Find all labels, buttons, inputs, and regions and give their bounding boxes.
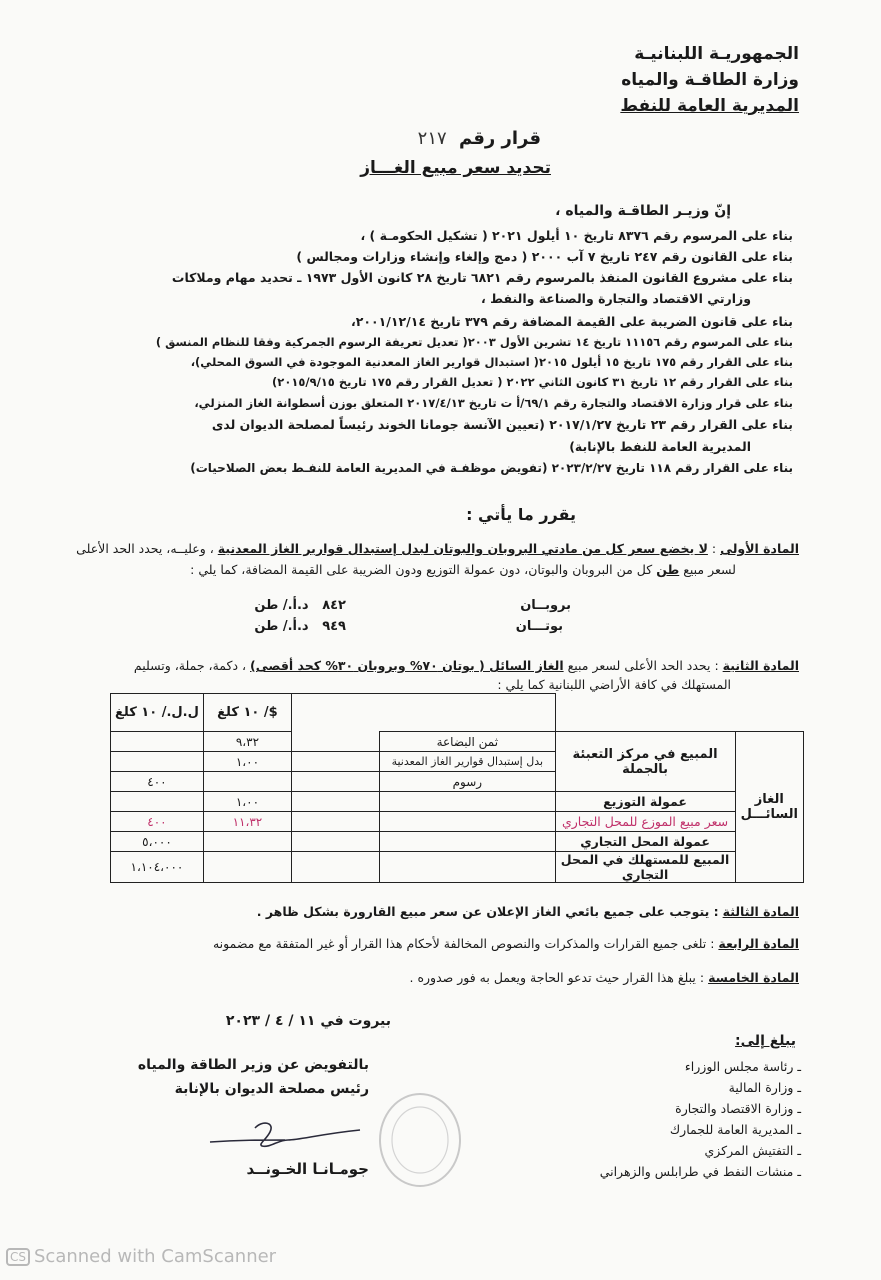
distribution-item: ـ المديرية العامة للجمارك bbox=[669, 1122, 801, 1137]
usd-value bbox=[203, 772, 291, 792]
article-2-title: المادة الثانية bbox=[722, 658, 799, 673]
preamble-line: بناء على القرار رقم ١١٨ تاريخ ٢٠٢٣/٢/٢٧ (تفويض موظفـة في المديرية العامة للنفـط بعض الصلاحيات) bbox=[190, 461, 793, 475]
price-table bbox=[110, 693, 804, 883]
article-1-line-2: لسعر مبيع طن كل من البروبان والبوتان، دون عمولة التوزيع ودون الضريبة على القيمة المضافة، كما يلي : bbox=[190, 562, 736, 577]
preamble-line: بناء على قرار وزارة الاقتصاد والتجارة رقم ٦٩/١/أ ت تاريخ ٢٠١٧/٤/١٣ المتعلق بوزن أسطوانة الغاز المنزلي، bbox=[194, 396, 793, 410]
distribution-item: ـ التفتيش المركزي bbox=[704, 1143, 801, 1158]
lbp-value: ٤٠٠ bbox=[111, 812, 204, 832]
column-header-usd: $/ ١٠ كلغ bbox=[203, 694, 291, 732]
camscanner-watermark: CS Scanned with CamScanner bbox=[6, 1246, 276, 1267]
article-4: المادة الرابعة : تلغى جميع القرارات والمذكرات والنصوص المخالفة لأحكام هذا القرار أو غير المتفقة مع مضمونه bbox=[212, 936, 799, 951]
usd-value: ١،٠٠ bbox=[203, 792, 291, 812]
article-1-line-1: المادة الأولى : لا يخضع سعر كل من مادتي البروبان والبوتان لبدل إستبدال قوارير الغاز المعدنية ، وعليــه، يحدد الحد الأعلى bbox=[76, 541, 799, 556]
article-2-line-2: المستهلك في كافة الأراضي اللبنانية كما يلي : bbox=[497, 677, 731, 692]
preamble-line: بناء على قانون الضريبة على القيمة المضافة رقم ٣٧٩ تاريخ ٢٠٠١/١٢/١٤، bbox=[351, 314, 793, 329]
lbp-value: ٤٠٠ bbox=[111, 772, 204, 792]
column-header-lbp: ل.ل./ ١٠ كلغ bbox=[111, 694, 204, 732]
preamble-line: بناء على القرار رقم ٢٣ تاريخ ٢٠١٧/١/٢٧ (تعيين الآنسة جومانا الخوند رئيساً لمصلحة الديوان لدى bbox=[211, 417, 793, 432]
dateline: بيروت في ١١ / ٤ / ٢٠٢٣ bbox=[225, 1013, 391, 1029]
lbp-value: ٥،٠٠٠ bbox=[111, 832, 204, 852]
distribution-item: ـ رئاسة مجلس الوزراء bbox=[684, 1059, 801, 1074]
distribution-item: ـ وزارة الاقتصاد والتجارة bbox=[675, 1101, 801, 1116]
preamble-line: بناء على القرار رقم ١٧٥ تاريخ ١٥ أيلول ٢٠١٥( استبدال قوارير الغاز المعدنية الموجودة في السوق المحلي)، bbox=[190, 355, 793, 369]
row-label: بدل إستبدال قوارير الغاز المعدنية bbox=[380, 752, 555, 772]
preamble-line: بناء على مشروع القانون المنفذ بالمرسوم رقم ٦٨٢١ تاريخ ٢٨ كانون الأول ١٩٧٣ ـ تحديد مهام وملاكات bbox=[171, 270, 793, 285]
wholesale-group-cell: المبيع في مركز التعبئة بالجملة bbox=[555, 732, 735, 792]
decision-subject: تحديد سعر مبيع الغـــاز bbox=[360, 158, 551, 178]
usd-value: ١،٠٠ bbox=[203, 752, 291, 772]
usd-value bbox=[203, 852, 291, 883]
official-stamp bbox=[375, 1090, 465, 1190]
article-3: المادة الثالثة : يتوجب على جميع بائعي الغاز الإعلان عن سعر مبيع القارورة بشكل ظاهر . bbox=[256, 904, 799, 919]
butane-price: ٩٤٩ د.أ./ طن bbox=[254, 619, 346, 634]
article-4-title: المادة الرابعة bbox=[718, 936, 799, 951]
distribution-title: يبلغ إلى: bbox=[735, 1033, 796, 1049]
row-label: عمولة المحل التجاري bbox=[555, 832, 735, 852]
propane-price: ٨٤٢ د.أ./ طن bbox=[254, 598, 346, 613]
camscanner-logo-icon: CS bbox=[6, 1248, 30, 1266]
row-label: رسوم bbox=[380, 772, 555, 792]
preamble-line: بناء على المرسوم رقم ١١١٥٦ تاريخ ١٤ تشرين الأول ٢٠٠٣( تعديل تعريفة الرسوم الجمركية وفقا للنظام المنسق ) bbox=[155, 335, 793, 349]
preamble-line: وزارتي الاقتصاد والتجارة والصناعة والنفط ، bbox=[481, 291, 751, 306]
signature-title: رئيس مصلحة الديوان بالإنابة bbox=[174, 1081, 369, 1097]
row-label: المبيع للمستهلك في المحل التجاري bbox=[555, 852, 735, 883]
row-label: سعر مبيع الموزع للمحل التجاري bbox=[555, 812, 735, 832]
distribution-item: ـ وزارة المالية bbox=[728, 1080, 801, 1095]
lbp-value bbox=[111, 752, 204, 772]
lbp-value bbox=[111, 732, 204, 752]
row-label: ثمن البضاعة bbox=[380, 732, 555, 752]
preamble-line: بناء على المرسوم رقم ٨٣٧٦ تاريخ ١٠ أيلول ٢٠٢١ ( تشكيل الحكومـة ) ، bbox=[360, 228, 793, 243]
article-5-title: المادة الخامسة bbox=[708, 970, 799, 985]
signature-authority: بالتفويض عن وزير الطاقة والمياه bbox=[137, 1057, 369, 1073]
decision-number: قرار رقم ٢١٧ bbox=[417, 128, 541, 149]
usd-value: ٩،٣٢ bbox=[203, 732, 291, 752]
product-cell: الغاز السائـــل bbox=[735, 732, 803, 883]
article-1-title: المادة الأولى bbox=[720, 541, 799, 556]
decides-heading: يقرر ما يأتي : bbox=[466, 505, 576, 524]
lbp-value bbox=[111, 792, 204, 812]
butane-label: بوتـــان bbox=[515, 619, 563, 634]
article-3-title: المادة الثالثة bbox=[722, 904, 799, 919]
row-label: عمولة التوزيع bbox=[555, 792, 735, 812]
article-2-line-1: المادة الثانية : يحدد الحد الأعلى لسعر مبيع الغاز السائل ( بوتان ٧٠% وبروبان ٣٠% كحد أقصى) ، دكمة، جملة، وتسليم bbox=[133, 658, 799, 673]
preamble-line: بناء على القانون رقم ٢٤٧ تاريخ ٧ آب ٢٠٠٠ ( دمج وإلغاء وإنشاء وزارات ومجالس ) bbox=[296, 249, 793, 264]
distribution-item: ـ منشات النفط في طرابلس والزهراني bbox=[599, 1164, 801, 1179]
propane-label: بروبــان bbox=[520, 598, 571, 613]
preamble-line: بناء على القرار رقم ١٢ تاريخ ٣١ كانون الثاني ٢٠٢٢ ( تعديل القرار رقم ١٧٥ تاريخ ٢٠١٥/٩/١٥) bbox=[272, 375, 793, 389]
distribution-list bbox=[600, 1056, 801, 1182]
preamble-line: المديرية العامة للنفط بالإنابة) bbox=[569, 439, 751, 454]
directorate-heading: المديرية العامة للنفط bbox=[620, 96, 799, 116]
article-5: المادة الخامسة : يبلغ هذا القرار حيث تدعو الحاجة ويعمل به فور صدوره . bbox=[409, 970, 799, 985]
preamble-intro: إنّ وزيـر الطاقـة والمياه ، bbox=[555, 203, 731, 219]
lbp-value: ١،١٠٤،٠٠٠ bbox=[111, 852, 204, 883]
republic-heading: الجمهوريـة اللبنانيـة bbox=[634, 44, 799, 64]
ministry-heading: وزارة الطاقـة والمياه bbox=[621, 70, 799, 90]
usd-value bbox=[203, 832, 291, 852]
usd-value: ١١،٣٢ bbox=[203, 812, 291, 832]
signatory-name: جومـانـا الخـونــد bbox=[246, 1160, 369, 1178]
handwritten-signature bbox=[200, 1110, 370, 1160]
